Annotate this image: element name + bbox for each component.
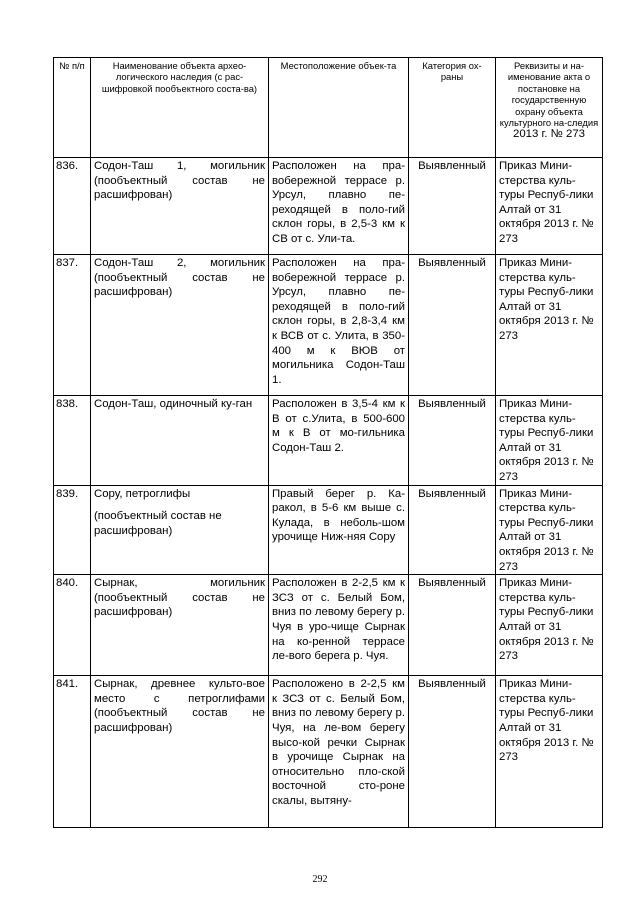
location-cell: Расположен в 2-2,5 км к ЗСЗ от с. Белый Бом, вниз по левому берегу р. Чуя в уро-чище Сырнак на ко-ренной террасе ле-вого берега р. Чуя.: [269, 575, 409, 676]
table-row: [54, 255, 603, 396]
object-name-cell: Содон-Таш 1, могильник (пообъектный состав не расшифрован): [91, 158, 269, 255]
category-cell: Выявленный: [409, 255, 496, 396]
act-cell: Приказ Мини-стерства куль-туры Респуб-лики Алтай от 31 октября 2013 г. № 273: [496, 676, 603, 828]
row-number: 841.: [54, 676, 91, 828]
object-name-cell: [91, 485, 269, 575]
object-name-cell: Содон-Таш, одиночный ку-ган: [91, 396, 269, 486]
spacer: [94, 501, 265, 509]
act-cell: Приказ Мини-стерства куль-туры Респуб-лики Алтай от 31 октября 2013 г. № 273: [496, 396, 603, 486]
object-name: Сору, петроглифы: [94, 487, 191, 500]
category-cell: Выявленный: [409, 485, 496, 575]
row-number: 840.: [54, 575, 91, 676]
category-cell: Выявленный: [409, 158, 496, 255]
object-composition-note: (пообъектный состав не расшифрован): [94, 510, 222, 537]
row-number: 839.: [54, 485, 91, 575]
category-cell: Выявленный: [409, 575, 496, 676]
row-number: 838.: [54, 396, 91, 486]
row-number: 837.: [54, 255, 91, 396]
location-cell: Правый берег р. Ка-ракол, в 5-6 км выше с. Кулада, в неболь-шом урочище Ниж-няя Сору: [269, 485, 409, 575]
object-name-cell: Сырнак, могильник (пообъектный состав не расшифрован): [91, 575, 269, 676]
act-cell: Приказ Мини-стерства куль-туры Респуб-лики Алтай от 31 октября 2013 г. № 273: [496, 575, 603, 676]
header-location: Местоположение объек-та: [269, 58, 409, 158]
object-name-cell: Содон-Таш 2, могильник (пообъектный состав не расшифрован): [91, 255, 269, 396]
location-cell: Расположен на пра-вобережной террасе р. Урсул, плавно пе-реходящей в поло-гий склон горы, в 2,5-3 км к СВ от с. Ули-та.: [269, 158, 409, 255]
header-category: Категория ох-раны: [409, 58, 496, 158]
header-act-label: Реквизиты и на-именование акта о постановке на государственную охрану объекта культурного на-следия: [499, 60, 599, 129]
header-number: № п/п: [54, 58, 91, 158]
location-cell: Расположен в 3,5-4 км к В от с.Улита, в 500-600 м к В от мо-гильника Содон-Таш 2.: [269, 396, 409, 486]
table-row: [54, 158, 603, 255]
table-row: [54, 396, 603, 486]
monuments-table: [53, 57, 603, 828]
object-name-cell: Сырнак, древнее культо-вое место с петроглифами (пообъектный состав не расшифрован): [91, 676, 269, 828]
category-cell: Выявленный: [409, 676, 496, 828]
location-cell: Расположен на пра-вобережной террасе р. Урсул, плавно пе-реходящей в поло-гий склон горы, в 2,8-3,4 км к ВСВ от с. Улита, в 350-400 м к ВЮВ от могильника Содон-Таш 1.: [269, 255, 409, 396]
act-cell: Приказ Мини-стерства куль-туры Респуб-лики Алтай от 31 октября 2013 г. № 273: [496, 485, 603, 575]
table-row: [54, 676, 603, 828]
header-object-name: Наименование объекта архео-логического наследия (с рас-шифровкой пообъектного соста-ва): [91, 58, 269, 158]
act-cell: Приказ Мини-стерства куль-туры Респуб-лики Алтай от 31 октября 2013 г. № 273: [496, 255, 603, 396]
table-row: [54, 485, 603, 575]
table-row: [54, 575, 603, 676]
header-act: [496, 58, 603, 158]
location-cell: Расположено в 2-2,5 км к ЗСЗ от с. Белый Бом, вниз по левому берегу р. Чуя, на ле-вом берегу высо-кой речки Сырнак в урочище Сырнак на относительно пло-ской восточной сто-роне скалы, вытяну-: [269, 676, 409, 828]
row-number: 836.: [54, 158, 91, 255]
act-cell: Приказ Мини-стерства куль-туры Респуб-лики Алтай от 31 октября 2013 г. № 273: [496, 158, 603, 255]
header-act-carryover: 2013 г. № 273: [513, 128, 585, 141]
table-header-row: [54, 58, 603, 158]
category-cell: Выявленный: [409, 396, 496, 486]
page-number: 292: [312, 874, 328, 885]
